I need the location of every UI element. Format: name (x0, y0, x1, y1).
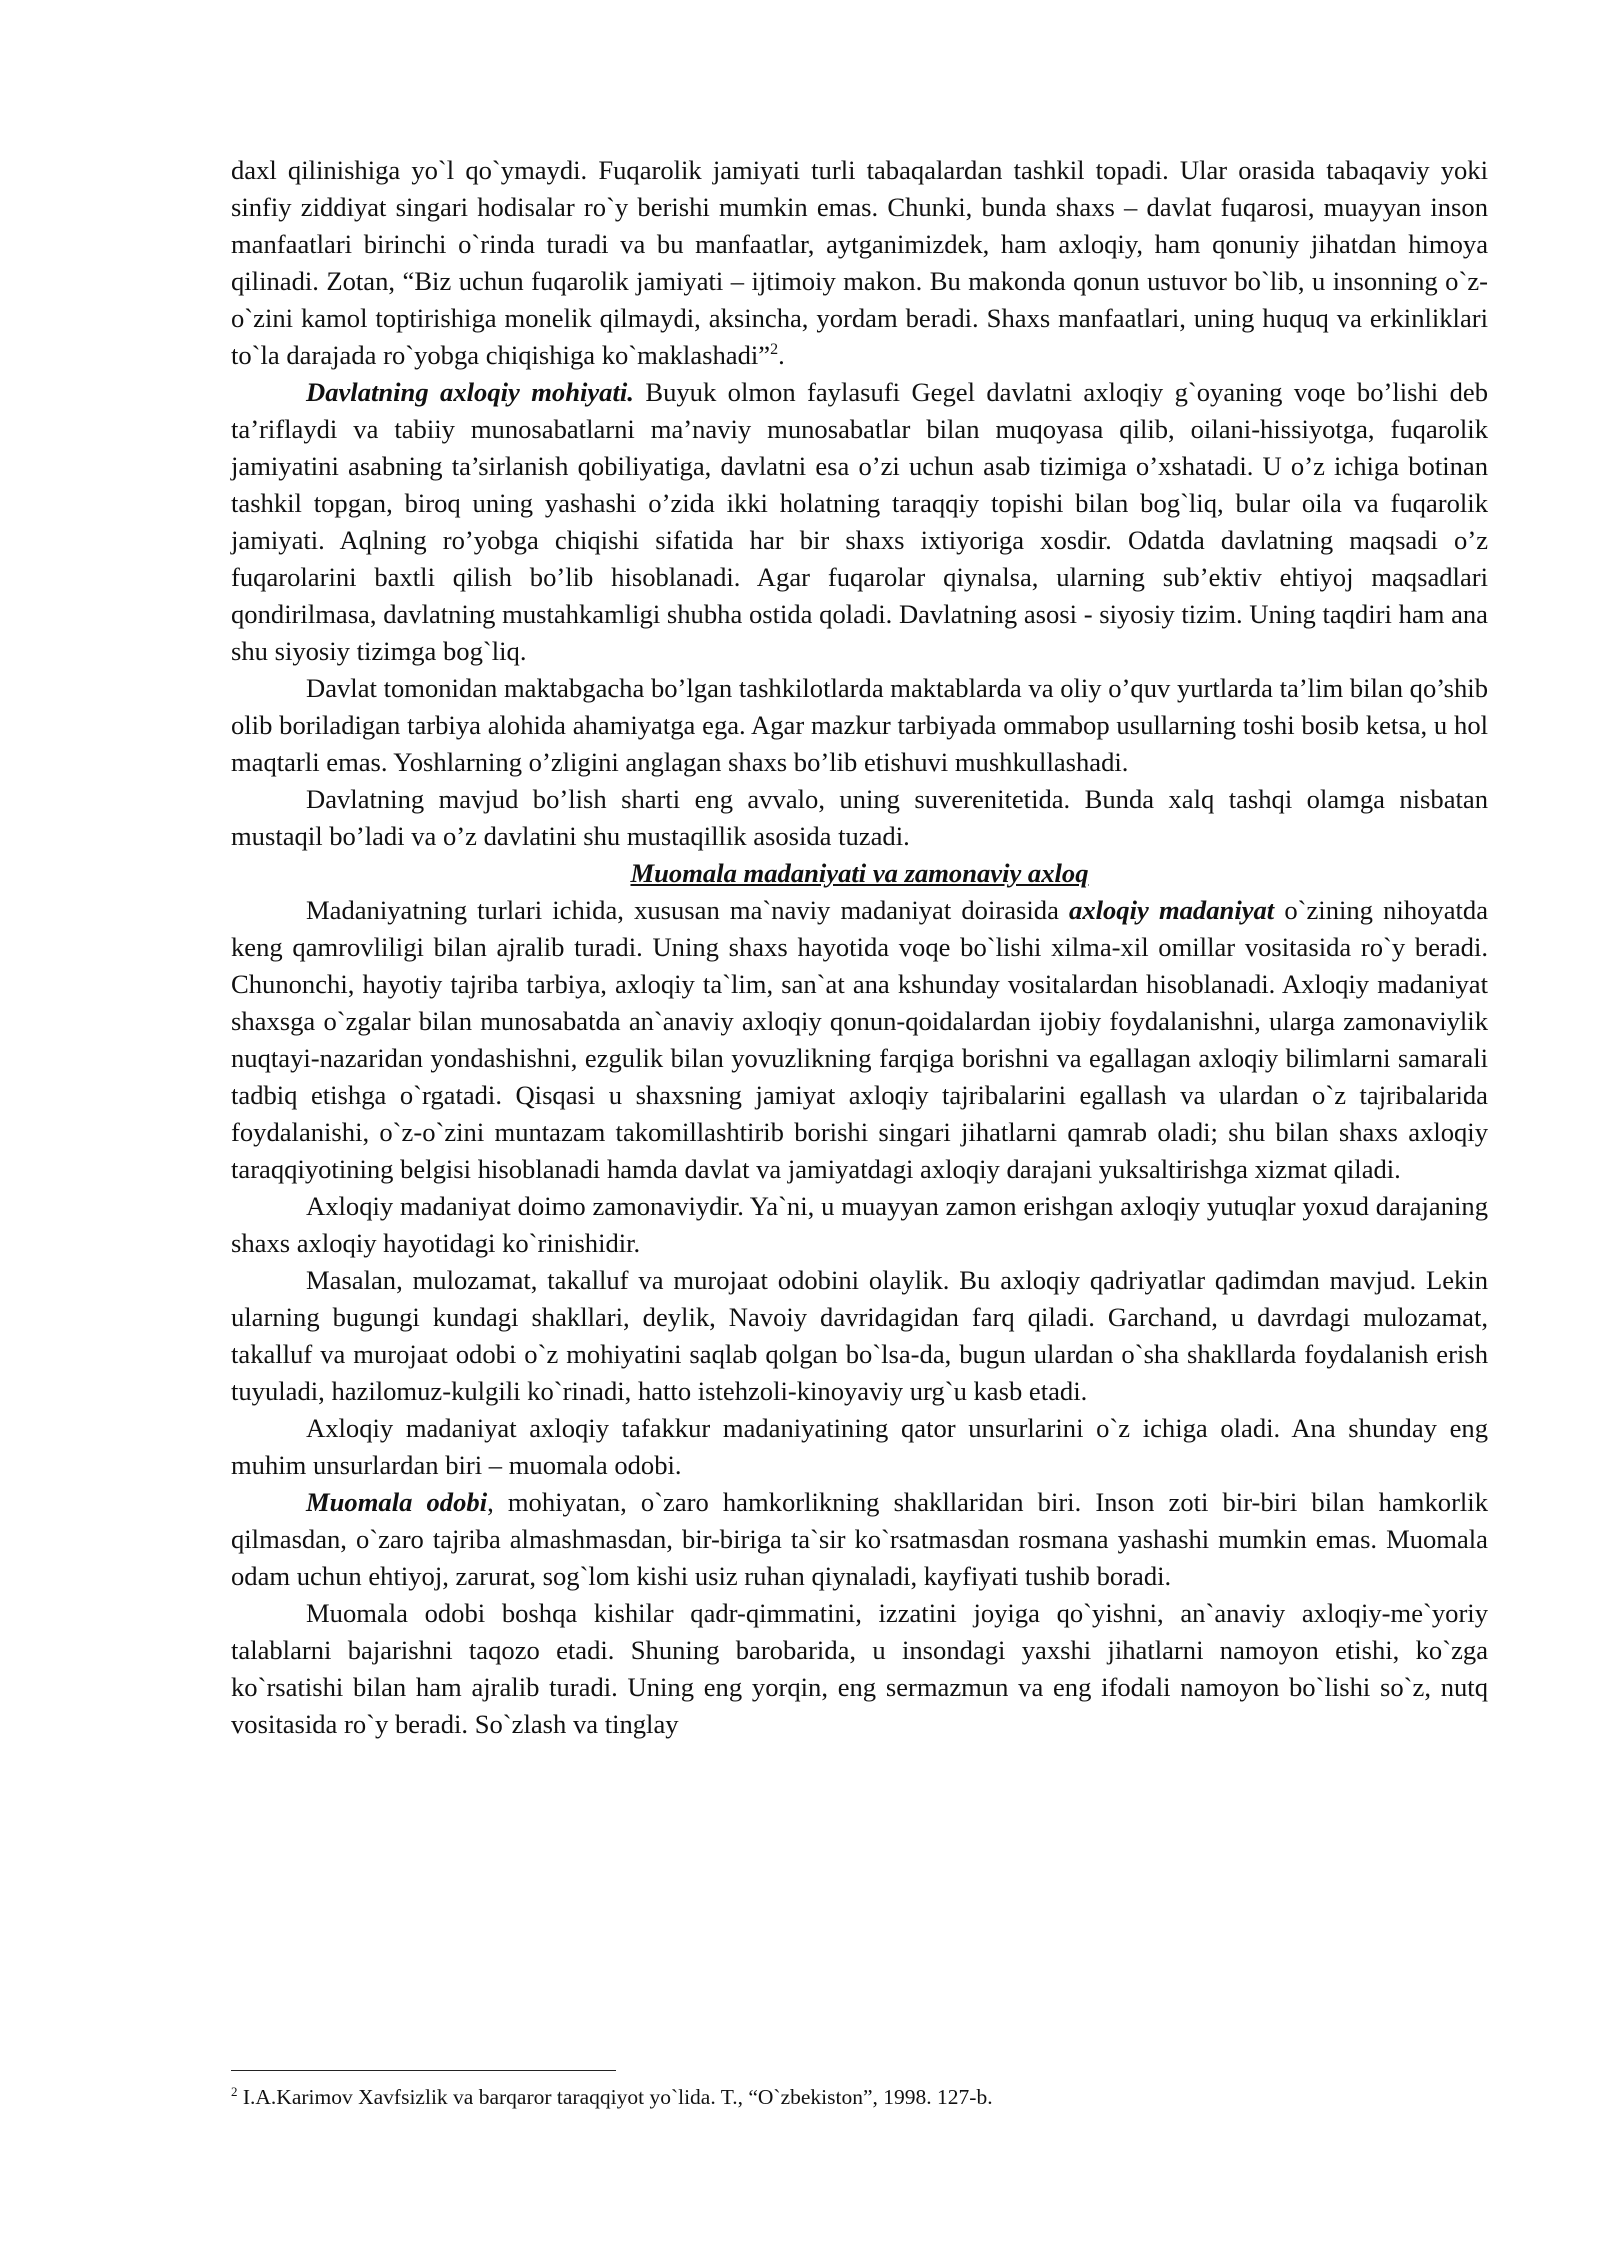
paragraph-6: Axloqiy madaniyat doimo zamonaviydir. Ya`ni, u muayyan zamon erishgan axloqiy yutuqlar yoxud darajaning shaxs axloqiy hayotidagi ko`rinishidir. (231, 1191, 1488, 1258)
document-body (231, 152, 1488, 1743)
paragraph-8: Axloqiy madaniyat axloqiy tafakkur madaniyatining qator unsurlarini o`z ichiga oladi. Ana shunday eng muhim unsurlardan biri – muomala odobi. (231, 1413, 1488, 1480)
footnote (231, 2083, 1488, 2111)
paragraph-7: Masalan, mulozamat, takalluf va murojaat odobini olaylik. Bu axloqiy qadriyatlar qadimdan mavjud. Lekin ularning bugungi kundagi shakllari, deylik, Navoiy davridagidan farq qiladi. Garchand, u davrdagi mulozamat, takalluf va murojaat odobi o`z mohiyatini saqlab qolgan bo`lsa-da, bugun ulardan o`sha shakllarda foydalanish erish tuyuladi, hazilomuz-kulgili ko`rinadi, hatto istehzoli-kinoyaviy urg`u kasb etadi. (231, 1265, 1488, 1406)
footnote-ref[interactable]: 2 (770, 341, 779, 359)
paragraph-1: daxl qilinishiga yo`l qo`ymaydi. Fuqarolik jamiyati turli tabaqalardan tashkil topadi. Ular orasida tabaqaviy yoki sinfiy ziddiyat singari hodisalar ro`y berishi mumkin emas. Chunki, bunda shaxs – davlat fuqarosi, muayyan inson manfaatlari birinchi o`rinda turadi va bu manfaatlar, aytganimizdek, ham axloqiy, ham qonuniy jihatdan himoya qilinadi. Zotan, “Biz uchun fuqarolik jamiyati – ijtimoiy makon. Bu makonda qonun ustuvor bo`lib, u insonning o`z-o`zini kamol toptirishiga monelik qilmaydi, aksincha, yordam beradi. Shaxs manfaatlari, uning huquq va erkinliklari to`la darajada ro`yobga chiqishiga ko`maklashadi”$^2$. (231, 155, 1488, 370)
section-lead: Muomala odobi (306, 1487, 488, 1517)
paragraph-5: Madaniyatning turlari ichida, xususan ma`naviy madaniyat doirasida axloqiy madaniyat o`zining nihoyatda keng qamrovliligi bilan ajralib turadi. Uning shaxs hayotida voqe bo`lishi xilma-xil omillar vositasida ro`y beradi. Chunonchi, hayotiy tajriba tarbiya, axloqiy ta`lim, san`at ana kshunday vositalardan hisoblanadi. Axloqiy madaniyat shaxsga o`zgalar bilan munosabatda an`anaviy axloqiy qonun-qoidalardan ijobiy foydalanishni, ularga zamonaviylik nuqtayi-nazaridan yondashishni, ezgulik bilan yovuzlikning farqiga borishni va egallagan axloqiy bilimlarni samarali tadbiq etishga o`rgatadi. Qisqasi u shaxsning jamiyat axloqiy tajribalarini egallash va ulardan o`z tajribalarida foydalanishi, o`z-o`zini muntazam takomillashtirib borishi singari jihatlarni qamrab oladi; shu bilan shaxs axloqiy taraqqiyotining belgisi hisoblanadi hamda davlat va jamiyatdagi axloqiy darajani yuksaltirishga xizmat qiladi. (231, 895, 1488, 1184)
paragraph-9: Muomala odobi, mohiyatan, o`zaro hamkorlikning shakllaridan biri. Inson zoti bir-biri bilan hamkorlik qilmasdan, o`zaro tajriba almashmasdan, bir-biriga ta`sir ko`rsatmasdan rosmana yashashi mumkin emas. Muomala odam uchun ehtiyoj, zarurat, sog`lom kishi usiz ruhan qiynaladi, kayfiyati tushib boradi. (231, 1487, 1488, 1591)
section-lead: Davlatning axloqiy mohiyati. (306, 377, 634, 407)
paragraph-3: Davlat tomonidan maktabgacha bo’lgan tashkilotlarda maktablarda va oliy o’quv yurtlarda ta’lim bilan qo’shib olib boriladigan tarbiya alohida ahamiyatga ega. Agar mazkur tarbiyada ommabop usullarning toshi bosib ketsa, u hol maqtarli emas. Yoshlarning o’zligini anglagan shaxs bo’lib etishuvi mushkullashadi. (231, 673, 1488, 777)
paragraph-10: Muomala odobi boshqa kishilar qadr-qimmatini, izzatini joyiga qo`yishni, an`anaviy axloqiy-me`yoriy talablarni bajarishni taqozo etadi. Shuning barobarida, u insondagi yaxshi jihatlarni namoyon etishi, ko`zga ko`rsatishi bilan ham ajralib turadi. Uning eng yorqin, eng sermazmun va eng ifodali namoyon bo`lishi so`z, nutq vositasida ro`y beradi. So`zlash va tinglay (231, 1598, 1488, 1739)
section-heading: Muomala madaniyati va zamonaviy axloq (630, 858, 1089, 888)
footnote-separator (231, 2070, 616, 2071)
footnote-text: I.A.Karimov Xavfsizlik va barqaror taraqqiyot yo`lida. T., “O`zbekiston”, 1998. 127-b. (237, 2085, 993, 2109)
emphasis-term: axloqiy madaniyat (1069, 895, 1275, 925)
paragraph-2: Davlatning axloqiy mohiyati. Buyuk olmon faylasufi Gegel davlatni axloqiy g`oyaning voqe bo’lishi deb ta’riflaydi va tabiiy munosabatlarni ma’naviy munosabatlar bilan muqoyasa qilib, oilani-hissiyotga, fuqarolik jamiyatini asabning ta’sirlanish qobiliyatiga, davlatni esa o’zi uchun asab tizimiga o’xshatadi. U o’z ichiga botinan tashkil topgan, biroq uning yashashi o’zida ikki holatning taraqqiy topishi bilan bog`liq, bular oila va fuqarolik jamiyati. Aqlning ro’yobga chiqishi sifatida har bir shaxs ixtiyoriga xosdir. Odatda davlatning maqsadi o’z fuqarolarini baxtli qilish bo’lib hisoblanadi. Agar fuqarolar qiynalsa, ularning sub’ektiv ehtiyoj maqsadlari qondirilmasa, davlatning mustahkamligi shubha ostida qoladi. Davlatning asosi - siyosiy tizim. Uning taqdiri ham ana shu siyosiy tizimga bog`liq. (231, 377, 1488, 666)
footnote-mark: 2 (231, 2083, 238, 2099)
paragraph-4: Davlatning mavjud bo’lish sharti eng avvalo, uning suverenitetida. Bunda xalq tashqi olamga nisbatan mustaqil bo’ladi va o’z davlatini shu mustaqillik asosida tuzadi. (231, 784, 1488, 851)
